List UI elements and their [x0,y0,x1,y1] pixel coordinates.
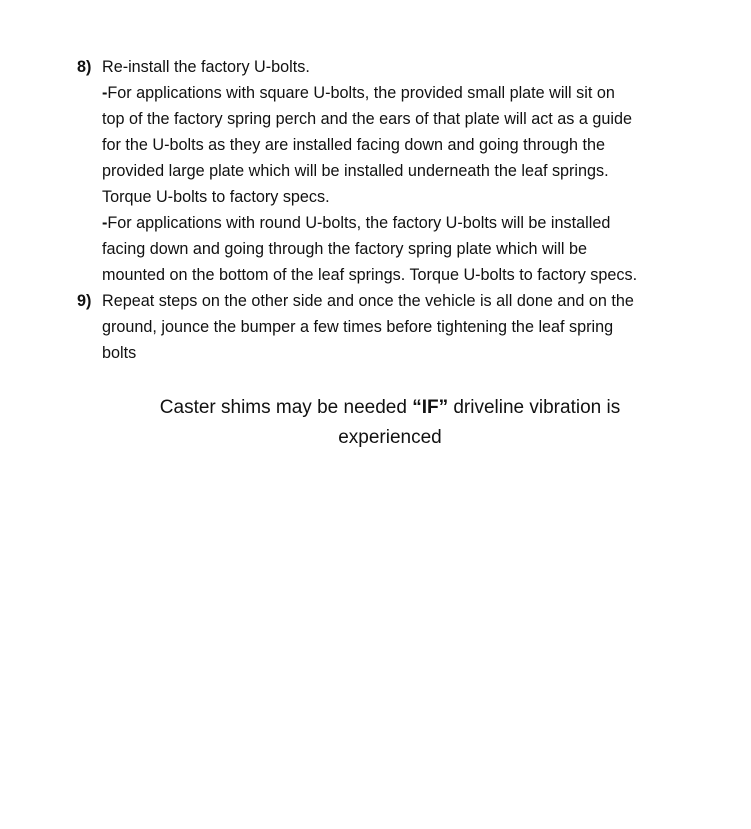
instruction-steps [77,54,717,366]
step-line: bolts [102,344,137,362]
step-line: -For applications with round U-bolts, the factory U-bolts will be installed [102,214,611,232]
step-line: -For applications with square U-bolts, the provided small plate will sit on [102,84,615,102]
note-line: experienced [338,427,442,448]
step-line: Re-install the factory U-bolts. [102,58,310,76]
step-line: ground, jounce the bumper a few times before tightening the leaf spring [102,318,614,336]
note-emphasis: “IF” [412,397,449,418]
dash-marker: - [102,214,108,232]
step-line: for the U-bolts as they are installed facing down and going through the [102,136,606,154]
dash-marker: - [102,84,108,102]
step-9 [77,288,717,366]
step-line: Repeat steps on the other side and once the vehicle is all done and on the [102,292,634,310]
step-line: facing down and going through the factory spring plate which will be [102,240,588,258]
step-line: provided large plate which will be installed underneath the leaf springs. [102,162,609,180]
caster-shim-note [100,393,680,453]
step-line: Torque U-bolts to factory specs. [102,188,330,206]
note-line: Caster shims may be needed “IF” driveline vibration is [159,397,621,418]
step-8 [77,54,717,288]
step-number: 8) [77,58,92,76]
step-number: 9) [77,292,92,310]
step-line: mounted on the bottom of the leaf springs. Torque U-bolts to factory specs. [102,266,638,284]
step-line: top of the factory spring perch and the ears of that plate will act as a guide [102,110,633,128]
